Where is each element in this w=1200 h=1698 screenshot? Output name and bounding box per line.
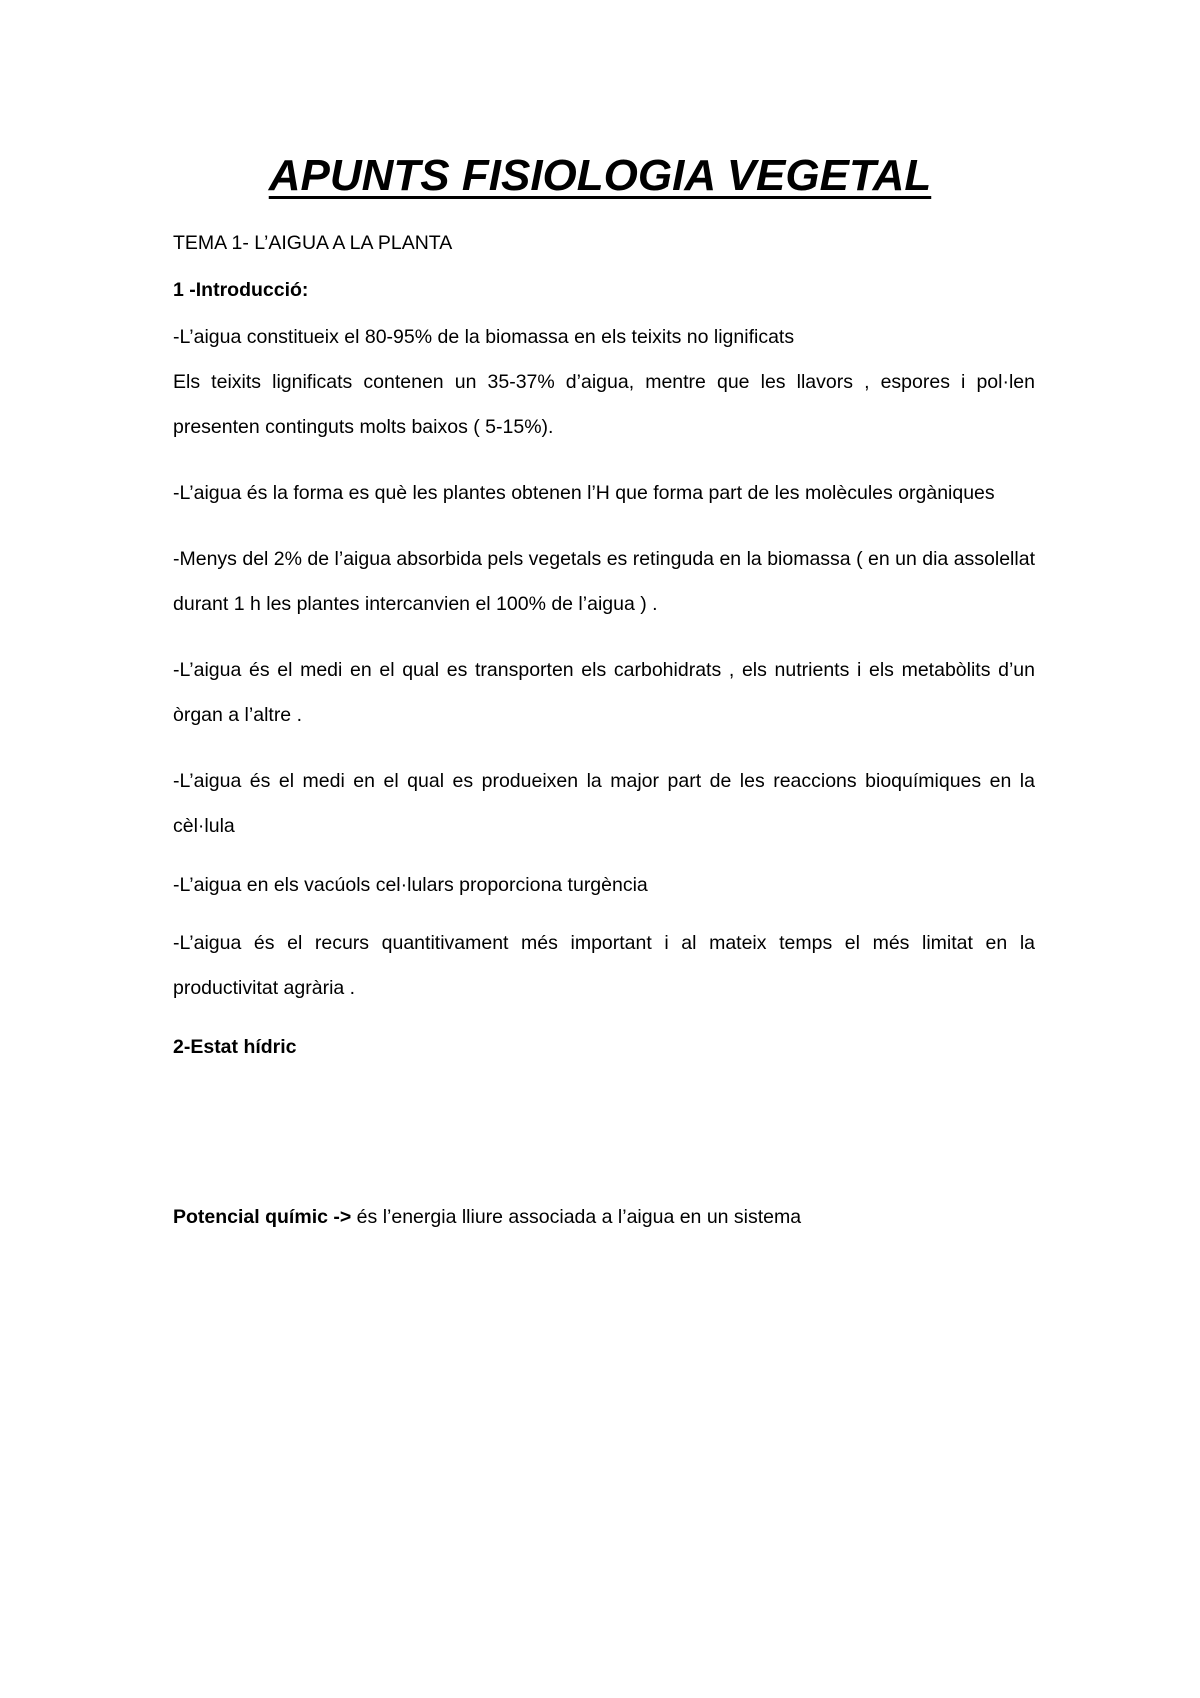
potencial-quimic-definition xyxy=(173,1202,1035,1232)
paragraph-forma-hidrogen: -L’aigua és la forma es què les plantes obtenen l’H que forma part de les molècules orgàniques xyxy=(173,482,995,504)
paragraph-biomassa: -L’aigua constitueix el 80-95% de la biomassa en els teixits no lignificats xyxy=(173,326,795,348)
paragraph-biomassa-retinguda: -Menys del 2% de l’aigua absorbida pels vegetals es retinguda en la biomassa ( en un dia assolellat durant 1 h les plantes intercanvien el 100% de l’aigua ) . xyxy=(173,548,1035,615)
paragraph-recurs: -L’aigua és el recurs quantitivament més important i al mateix temps el més limitat en la productivitat agrària . xyxy=(173,932,1035,999)
paragraph-teixits-lignificats: Els teixits lignificats contenen un 35-37% d’aigua, mentre que les llavors , espores i pol·len presenten continguts molts baixos ( 5-15%). xyxy=(173,371,1035,438)
potencial-quimic-label: Potencial químic -> xyxy=(173,1206,352,1228)
tema-heading: TEMA 1- L’AIGUA A LA PLANTA xyxy=(173,232,453,254)
document-body xyxy=(173,228,1035,1232)
paragraph-reaccions: -L’aigua és el medi en el qual es produeixen la major part de les reaccions bioquímiques en la cèl·lula xyxy=(173,770,1035,837)
paragraph-transport: -L’aigua és el medi en el qual es transporten els carbohidrats , els nutrients i els metabòlits d’un òrgan a l’altre . xyxy=(173,659,1035,726)
paragraph-turgencia: -L’aigua en els vacúols cel·lulars proporciona turgència xyxy=(173,874,648,896)
document-title: APUNTS FISIOLOGIA VEGETAL xyxy=(268,151,932,200)
section-estat-hidric-heading: 2-Estat hídric xyxy=(173,1036,297,1058)
potencial-quimic-text: és l’energia lliure associada a l’aigua en un sistema xyxy=(351,1206,802,1228)
section-introduccio-heading: 1 -Introducció: xyxy=(173,279,309,301)
